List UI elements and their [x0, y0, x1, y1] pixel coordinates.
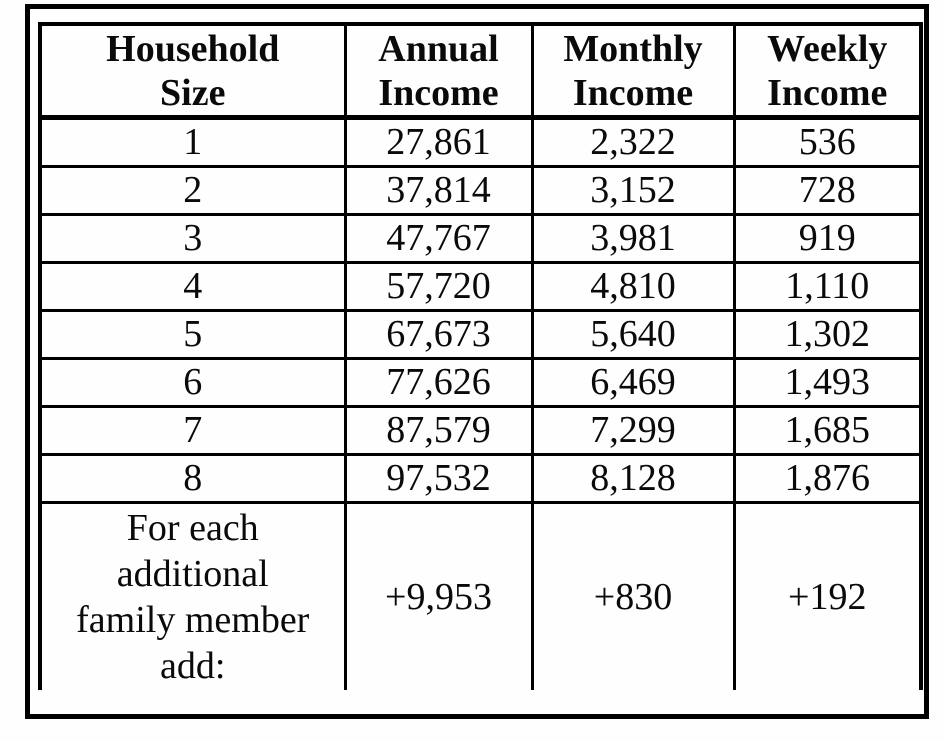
table-row — [40, 359, 921, 407]
cell-weekly-income: 1,302 — [734, 311, 921, 359]
table-header-row — [40, 24, 921, 118]
cell-weekly-income: +192 — [734, 503, 921, 691]
header-monthly-income — [532, 24, 734, 118]
header-line: Monthly — [563, 27, 703, 70]
cell-household-size: 8 — [40, 455, 345, 503]
header-annual-income — [345, 24, 532, 118]
cell-annual-income: +9,953 — [345, 503, 532, 691]
cell-annual-income: 37,814 — [345, 167, 532, 215]
header-household-size — [40, 24, 345, 118]
cell-annual-income: 77,626 — [345, 359, 532, 407]
table-row — [40, 167, 921, 215]
header-line: Income — [767, 71, 888, 114]
table-row — [40, 407, 921, 455]
header-line: Size — [160, 71, 226, 114]
cell-monthly-income: 2,322 — [532, 118, 734, 167]
cell-weekly-income: 1,110 — [734, 263, 921, 311]
cell-household-size: 6 — [40, 359, 345, 407]
cell-annual-income: 67,673 — [345, 311, 532, 359]
label-line: For each — [126, 507, 259, 549]
cell-weekly-income: 1,493 — [734, 359, 921, 407]
cell-household-size: 1 — [40, 118, 345, 167]
cell-monthly-income: 6,469 — [532, 359, 734, 407]
cell-annual-income: 87,579 — [345, 407, 532, 455]
cell-monthly-income: 7,299 — [532, 407, 734, 455]
cell-weekly-income: 919 — [734, 215, 921, 263]
cell-household-size: 5 — [40, 311, 345, 359]
cell-annual-income: 57,720 — [345, 263, 532, 311]
cell-monthly-income: 8,128 — [532, 455, 734, 503]
cell-monthly-income: 4,810 — [532, 263, 734, 311]
outer-border-frame — [25, 4, 929, 719]
label-line: additional — [116, 553, 269, 595]
cell-household-size: 3 — [40, 215, 345, 263]
cell-annual-income: 47,767 — [345, 215, 532, 263]
cell-household-size: 7 — [40, 407, 345, 455]
cell-additional-member-label — [40, 503, 345, 691]
table-row — [40, 215, 921, 263]
cell-weekly-income: 536 — [734, 118, 921, 167]
cell-weekly-income: 1,876 — [734, 455, 921, 503]
cell-monthly-income: 3,981 — [532, 215, 734, 263]
header-line: Income — [378, 71, 499, 114]
cell-monthly-income: 3,152 — [532, 167, 734, 215]
table-row — [40, 263, 921, 311]
label-line: family member — [76, 599, 310, 641]
header-line: Income — [572, 71, 694, 114]
cell-monthly-income: +830 — [532, 503, 734, 691]
cell-household-size: 4 — [40, 263, 345, 311]
header-line: Annual — [378, 27, 499, 70]
cell-household-size: 2 — [40, 167, 345, 215]
header-line: Household — [106, 27, 280, 70]
header-weekly-income — [734, 24, 921, 118]
additional-member-row — [40, 503, 921, 691]
cell-weekly-income: 728 — [734, 167, 921, 215]
table-row — [40, 455, 921, 503]
income-limits-table — [38, 22, 923, 690]
cell-weekly-income: 1,685 — [734, 407, 921, 455]
header-line: Weekly — [767, 27, 888, 70]
label-line: add: — [160, 645, 226, 687]
table-row — [40, 311, 921, 359]
cell-monthly-income: 5,640 — [532, 311, 734, 359]
cell-annual-income: 97,532 — [345, 455, 532, 503]
cell-annual-income: 27,861 — [345, 118, 532, 167]
table-row — [40, 118, 921, 167]
